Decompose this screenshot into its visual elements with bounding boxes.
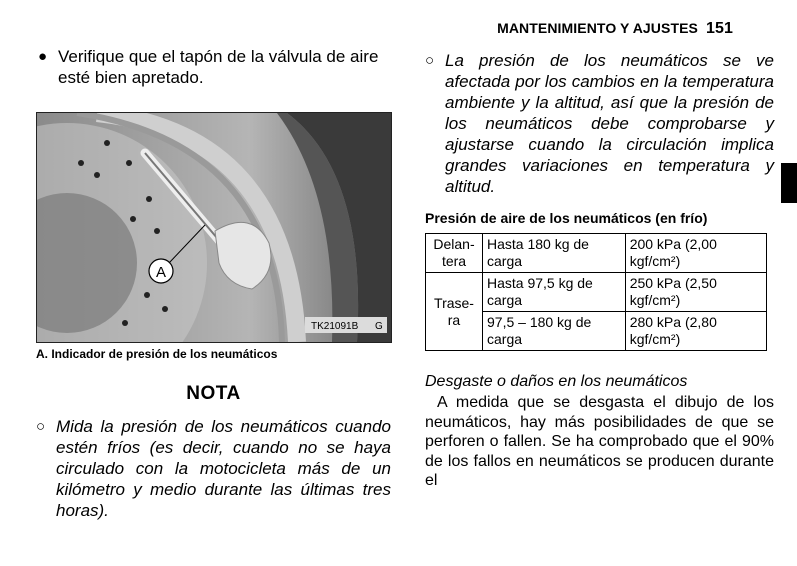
- pressure-cell: 200 kPa (2,00 kgf/cm²): [625, 234, 766, 273]
- pressure-note-text: La presión de los neumáticos se ve afectada por los cambios en la temperatura ambiente y la altitud, así que la presión de los neumáticos debe comprobarse y ajustarse cuando la circulación implica grandes variaciones en temperatura y altitud.: [445, 51, 774, 196]
- figure-callout-label: A: [155, 264, 167, 281]
- section-title: Desgaste o daños en los neumáticos: [425, 373, 688, 390]
- table-title: Presión de aire de los neumáticos (en frío): [425, 210, 708, 226]
- tire-valve-photo: [36, 112, 392, 343]
- header-title: MANTENIMIENTO Y AJUSTES: [497, 20, 698, 36]
- figure-code-suffix: G: [375, 321, 383, 332]
- bullet-text: Verifique que el tapón de la válvula de aire esté bien apretado.: [58, 47, 379, 87]
- rear-label: Trase-ra: [426, 273, 483, 351]
- load-cell: 97,5 – 180 kg de carga: [483, 312, 626, 351]
- pressure-note: [425, 50, 774, 197]
- tire-valve-illustration: [37, 113, 391, 342]
- bullet-dot-icon: ●: [38, 48, 48, 65]
- pressure-cell: 250 kPa (2,50 kgf/cm²): [625, 273, 766, 312]
- nota-text: Mida la presión de los neumáticos cuando estén fríos (es decir, cuando no se haya circulado con la motocicleta más de un kilómetro y medio durante las últimas tres horas).: [56, 417, 391, 520]
- note-circle-icon: ○: [36, 418, 46, 435]
- figure-caption: A. Indicador de presión de los neumáticos: [36, 347, 278, 361]
- chapter-tab-marker: [781, 163, 797, 203]
- front-label: Delan-tera: [426, 234, 483, 273]
- table-row: [426, 234, 767, 273]
- page-header: [497, 20, 733, 38]
- load-cell: Hasta 180 kg de carga: [483, 234, 626, 273]
- note-circle-icon: ○: [425, 52, 435, 69]
- load-cell: Hasta 97,5 kg de carga: [483, 273, 626, 312]
- left-column: [36, 46, 391, 88]
- table-row: [426, 273, 767, 312]
- tire-pressure-table: [425, 233, 767, 351]
- nota-note: [36, 416, 391, 521]
- nota-heading: NOTA: [186, 383, 241, 404]
- figure-code: TK21091B: [311, 321, 359, 332]
- pressure-cell: 280 kPa (2,80 kgf/cm²): [625, 312, 766, 351]
- body-paragraph: A medida que se desgasta el dibujo de los neumáticos, hay más posibilidades de que se perforen o fallen. Se ha comprobado que el 90% de los fallos en neumáticos se producen durante el: [425, 394, 774, 489]
- right-column: [425, 50, 774, 491]
- nota-block: [36, 416, 391, 521]
- bullet-item: [36, 46, 391, 88]
- page-number: 151: [706, 20, 733, 37]
